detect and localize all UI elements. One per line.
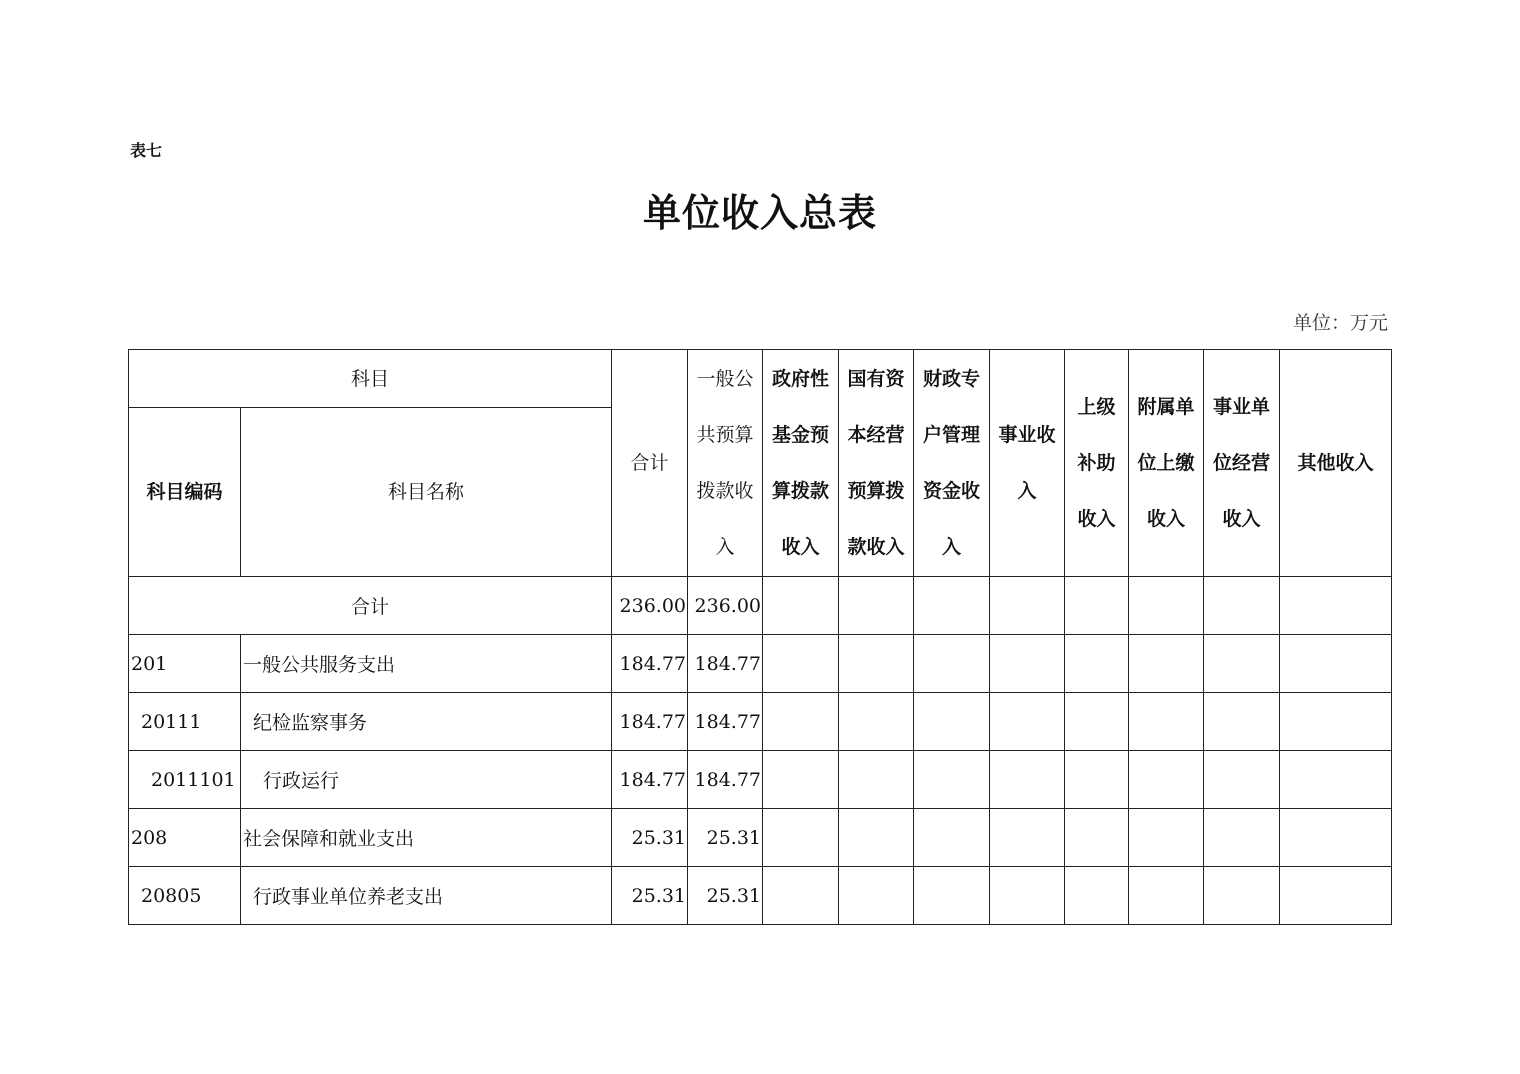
- row-general-budget: 25.31: [688, 809, 763, 867]
- total-row-label: 合计: [129, 577, 612, 635]
- header-code: 科目编码: [129, 408, 241, 577]
- header-state-capital: [839, 350, 914, 577]
- header-name: 科目名称: [241, 408, 612, 577]
- total-row-total: 236.00: [612, 577, 688, 635]
- header-superior: [1065, 350, 1129, 577]
- total-row-general-budget: 236.00: [688, 577, 763, 635]
- header-affiliated: [1129, 350, 1204, 577]
- header-gov-fund-text: 政府性基金预算拨款收入: [772, 368, 830, 558]
- row-name: 一般公共服务支出: [241, 635, 612, 693]
- row-total: 184.77: [612, 751, 688, 809]
- header-subject: 科目: [129, 350, 612, 408]
- row-code: 2011101: [129, 751, 241, 809]
- table-row-total: [129, 577, 1392, 635]
- table-row: [129, 809, 1392, 867]
- header-fiscal-special: [914, 350, 990, 577]
- row-code: 208: [129, 809, 241, 867]
- header-superior-text: 上级补助收入: [1077, 396, 1116, 530]
- table-row: [129, 867, 1392, 925]
- row-code: 20111: [129, 693, 241, 751]
- row-total: 184.77: [612, 635, 688, 693]
- table-number-label: 表七: [130, 141, 163, 160]
- row-name: 纪检监察事务: [241, 693, 612, 751]
- page-title: 单位收入总表: [642, 190, 877, 235]
- row-general-budget: 184.77: [688, 693, 763, 751]
- header-affiliated-text: 附属单位上缴收入: [1137, 396, 1195, 530]
- header-fiscal-special-text: 财政专户管理资金收入: [923, 368, 981, 558]
- header-state-capital-text: 国有资本经营预算拨款收入: [847, 368, 905, 558]
- row-name: 行政运行: [241, 751, 612, 809]
- row-general-budget: 184.77: [688, 635, 763, 693]
- header-total: 合计: [612, 350, 688, 577]
- header-general-budget-text: 一般公共预算拨款收入: [696, 368, 754, 558]
- header-operation-text: 事业单位经营收入: [1213, 396, 1271, 530]
- table-row: [129, 751, 1392, 809]
- row-general-budget: 184.77: [688, 751, 763, 809]
- row-total: 184.77: [612, 693, 688, 751]
- income-summary-table: [128, 349, 1392, 925]
- header-other: 其他收入: [1280, 350, 1392, 577]
- row-code: 201: [129, 635, 241, 693]
- header-business-text: 事业收入: [998, 424, 1056, 502]
- unit-label: 单位：万元: [1292, 312, 1388, 334]
- row-name: 社会保障和就业支出: [241, 809, 612, 867]
- table-row: [129, 635, 1392, 693]
- header-operation: [1204, 350, 1280, 577]
- header-business: [990, 350, 1065, 577]
- header-general-budget: [688, 350, 763, 577]
- row-total: 25.31: [612, 867, 688, 925]
- row-code: 20805: [129, 867, 241, 925]
- row-name: 行政事业单位养老支出: [241, 867, 612, 925]
- table-row: [129, 693, 1392, 751]
- row-general-budget: 25.31: [688, 867, 763, 925]
- header-gov-fund: [763, 350, 839, 577]
- row-total: 25.31: [612, 809, 688, 867]
